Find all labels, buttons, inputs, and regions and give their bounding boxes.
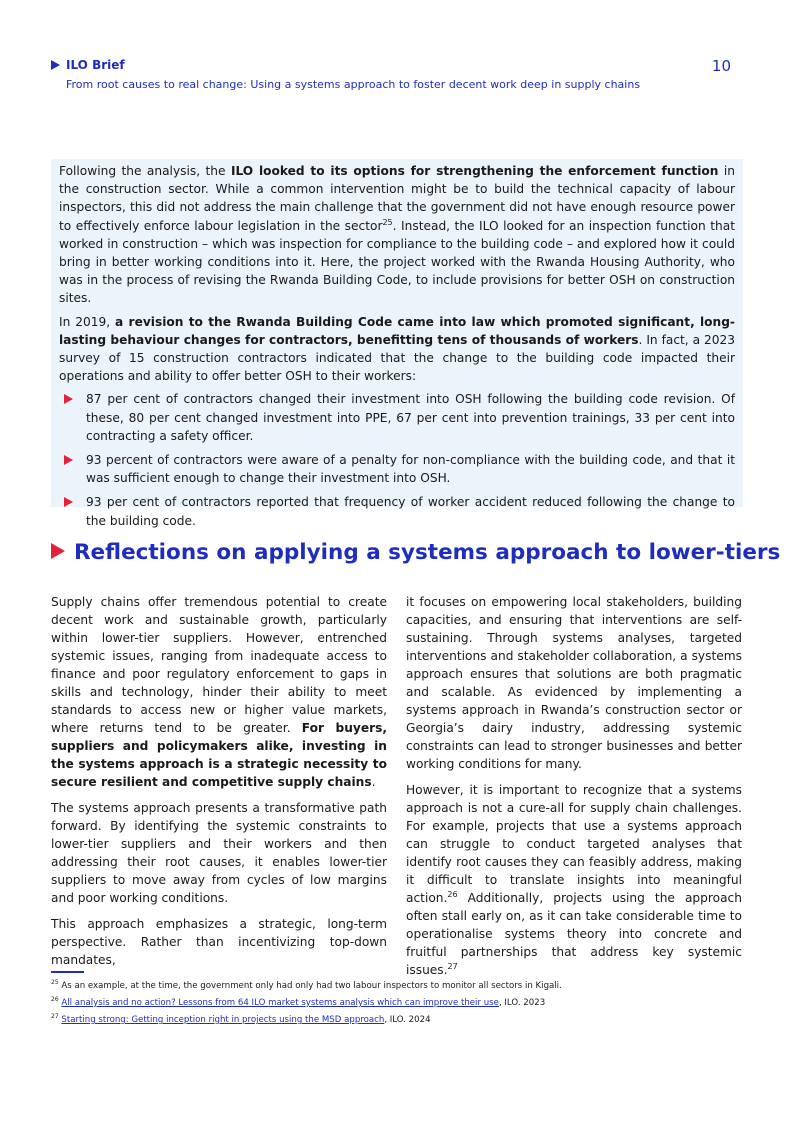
list-item [59,493,735,529]
footnote-link[interactable]: Starting strong: Getting inception right in projects using the MSD approach [61,1015,385,1025]
list-item [59,451,735,487]
paragraph: The systems approach presents a transformative path forward. By identifying the systemic constraints to lower-tier suppliers and their workers and then addressing their root causes, it enables lower-tier suppliers to move away from cycles of low margins and poor working conditions. [51,801,387,905]
bullet-triangle-icon [64,394,73,404]
footnote-text: , ILO. 2023 [498,998,546,1008]
box-paragraph-2 [59,313,735,386]
list-item-text: 87 per cent of contractors changed their investment into OSH following the building code revision. Of these, 80 per cent changed investment into PPE, 67 per cent into prevention trainings, 33 per cent into contracting a safety officer. [86,392,735,443]
page-number: 10 [711,57,731,75]
paragraph: it focuses on empowering local stakeholders, building capacities, and ensuring that interventions are self-sustaining. Through systems analyses, targeted interventions and stakeholder collaboration, a systems approach ensures that solutions are both pragmatic and scalable. As evidenced by implementing a systems approach in Rwanda’s construction sector or Georgia’s dairy industry, addressing systemic constraints can lead to stronger businesses and better working conditions for many. [406,595,742,771]
list-item-text: 93 percent of contractors were aware of a penalty for non-compliance with the building code, and that it was sufficient enough to change their investment into OSH. [86,453,735,486]
bullet-triangle-icon [64,455,73,465]
brief-label [51,58,125,72]
bullet-triangle-icon [64,497,73,507]
triangle-icon [51,60,60,70]
text: . Instead, the ILO looked for an inspection function that worked in construction – which was inspection for compliance to the building code – and explored how it could bring in better working conditions into it. Here, the project worked with the Rwanda Housing Authority, who was in the process of revising the Rwanda Building Code, to include provisions for better OSH on construction sites. [59,218,735,306]
footnote-item [51,978,751,995]
text: . [371,775,376,789]
list-item [59,390,735,445]
footnote-ref[interactable]: 26 [447,889,458,899]
text: Following the analysis, the [59,164,231,178]
triangle-icon [51,543,65,559]
footnote-link[interactable]: All analysis and no action? Lessons from 64 ILO market systems analysis which can improve their use [61,998,499,1008]
survey-results-list [59,390,735,529]
text: However, it is important to recognize that a systems approach is not a cure-all for supply chain challenges. For example, projects that use a systems approach can struggle to conduct targeted analyses that identify root causes they can feasibly address, making it difficult to translate insights into meaningful action. [406,783,742,905]
box-paragraph-1 [59,162,735,308]
footnote-text: As an example, at the time, the government only had only had two labour inspectors to monitor all sectors in Kigali. [61,981,562,991]
footnote-number: 27 [51,1013,59,1021]
paragraph [51,593,387,791]
footnote-number: 25 [51,979,59,987]
brief-label-text: ILO Brief [66,58,125,72]
right-column [406,593,742,987]
footnote-number: 26 [51,996,59,1004]
footnote-text: , ILO. 2024 [384,1015,431,1025]
text: . In fact, a 2023 survey of 15 construction contractors indicated that the change to the building code impacted their operations and ability to offer better OSH to their workers: [59,332,735,384]
footnotes [51,978,751,1029]
section-heading [51,540,781,565]
list-item-text: 93 per cent of contractors reported that frequency of worker accident reduced following the change to the building code. [86,495,735,528]
footnote-ref[interactable]: 25 [382,217,393,227]
text: in the construction sector. While a common intervention might be to build the technical capacity of labour inspectors, this did not address the main challenge that the government did not have enough resource power to effectively enforce labour legislation in the sector [59,164,735,233]
brief-subtitle: From root causes to real change: Using a systems approach to foster decent work deep in supply chains [66,78,641,91]
paragraph [406,781,742,979]
bold-text: a revision to the Rwanda Building Code came into law which promoted significant, long-lasting behaviour changes for contractors, benefitting tens of thousands of workers [59,314,735,347]
page-header [51,57,741,97]
section-heading-text: Reflections on applying a systems approach to lower-tiers [74,540,781,565]
left-column [51,593,387,977]
bold-text: For buyers, suppliers and policymakers alike, investing in the systems approach is a strategic necessity to secure resilient and competitive supply chains [51,721,388,789]
text: Supply chains offer tremendous potential to create decent work and sustainable growth, particularly within lower-tier suppliers. However, entrenched systemic issues, ranging from inadequate access to finance and poor regulatory enforcement to gaps in skills and technology, hinder their ability to meet standards to access new or higher value markets, where returns tend to be greater. [51,595,387,735]
bold-text: ILO looked to its options for strengthening the enforcement function [230,164,719,178]
text: In 2019, [59,314,116,329]
text: Additionally, projects using the approach often stall early on, as it can take considerable time to operationalise systems theory into concrete and fruitful partnerships that address key systemic issues. [406,891,742,977]
paragraph: This approach emphasizes a strategic, long-term perspective. Rather than incentivizing top-down mandates, [51,917,387,967]
case-study-box [51,159,743,528]
footnote-item [51,995,751,1012]
footnote-ref[interactable]: 27 [447,961,458,971]
footnote-divider [51,971,84,973]
footnote-item [51,1012,751,1029]
